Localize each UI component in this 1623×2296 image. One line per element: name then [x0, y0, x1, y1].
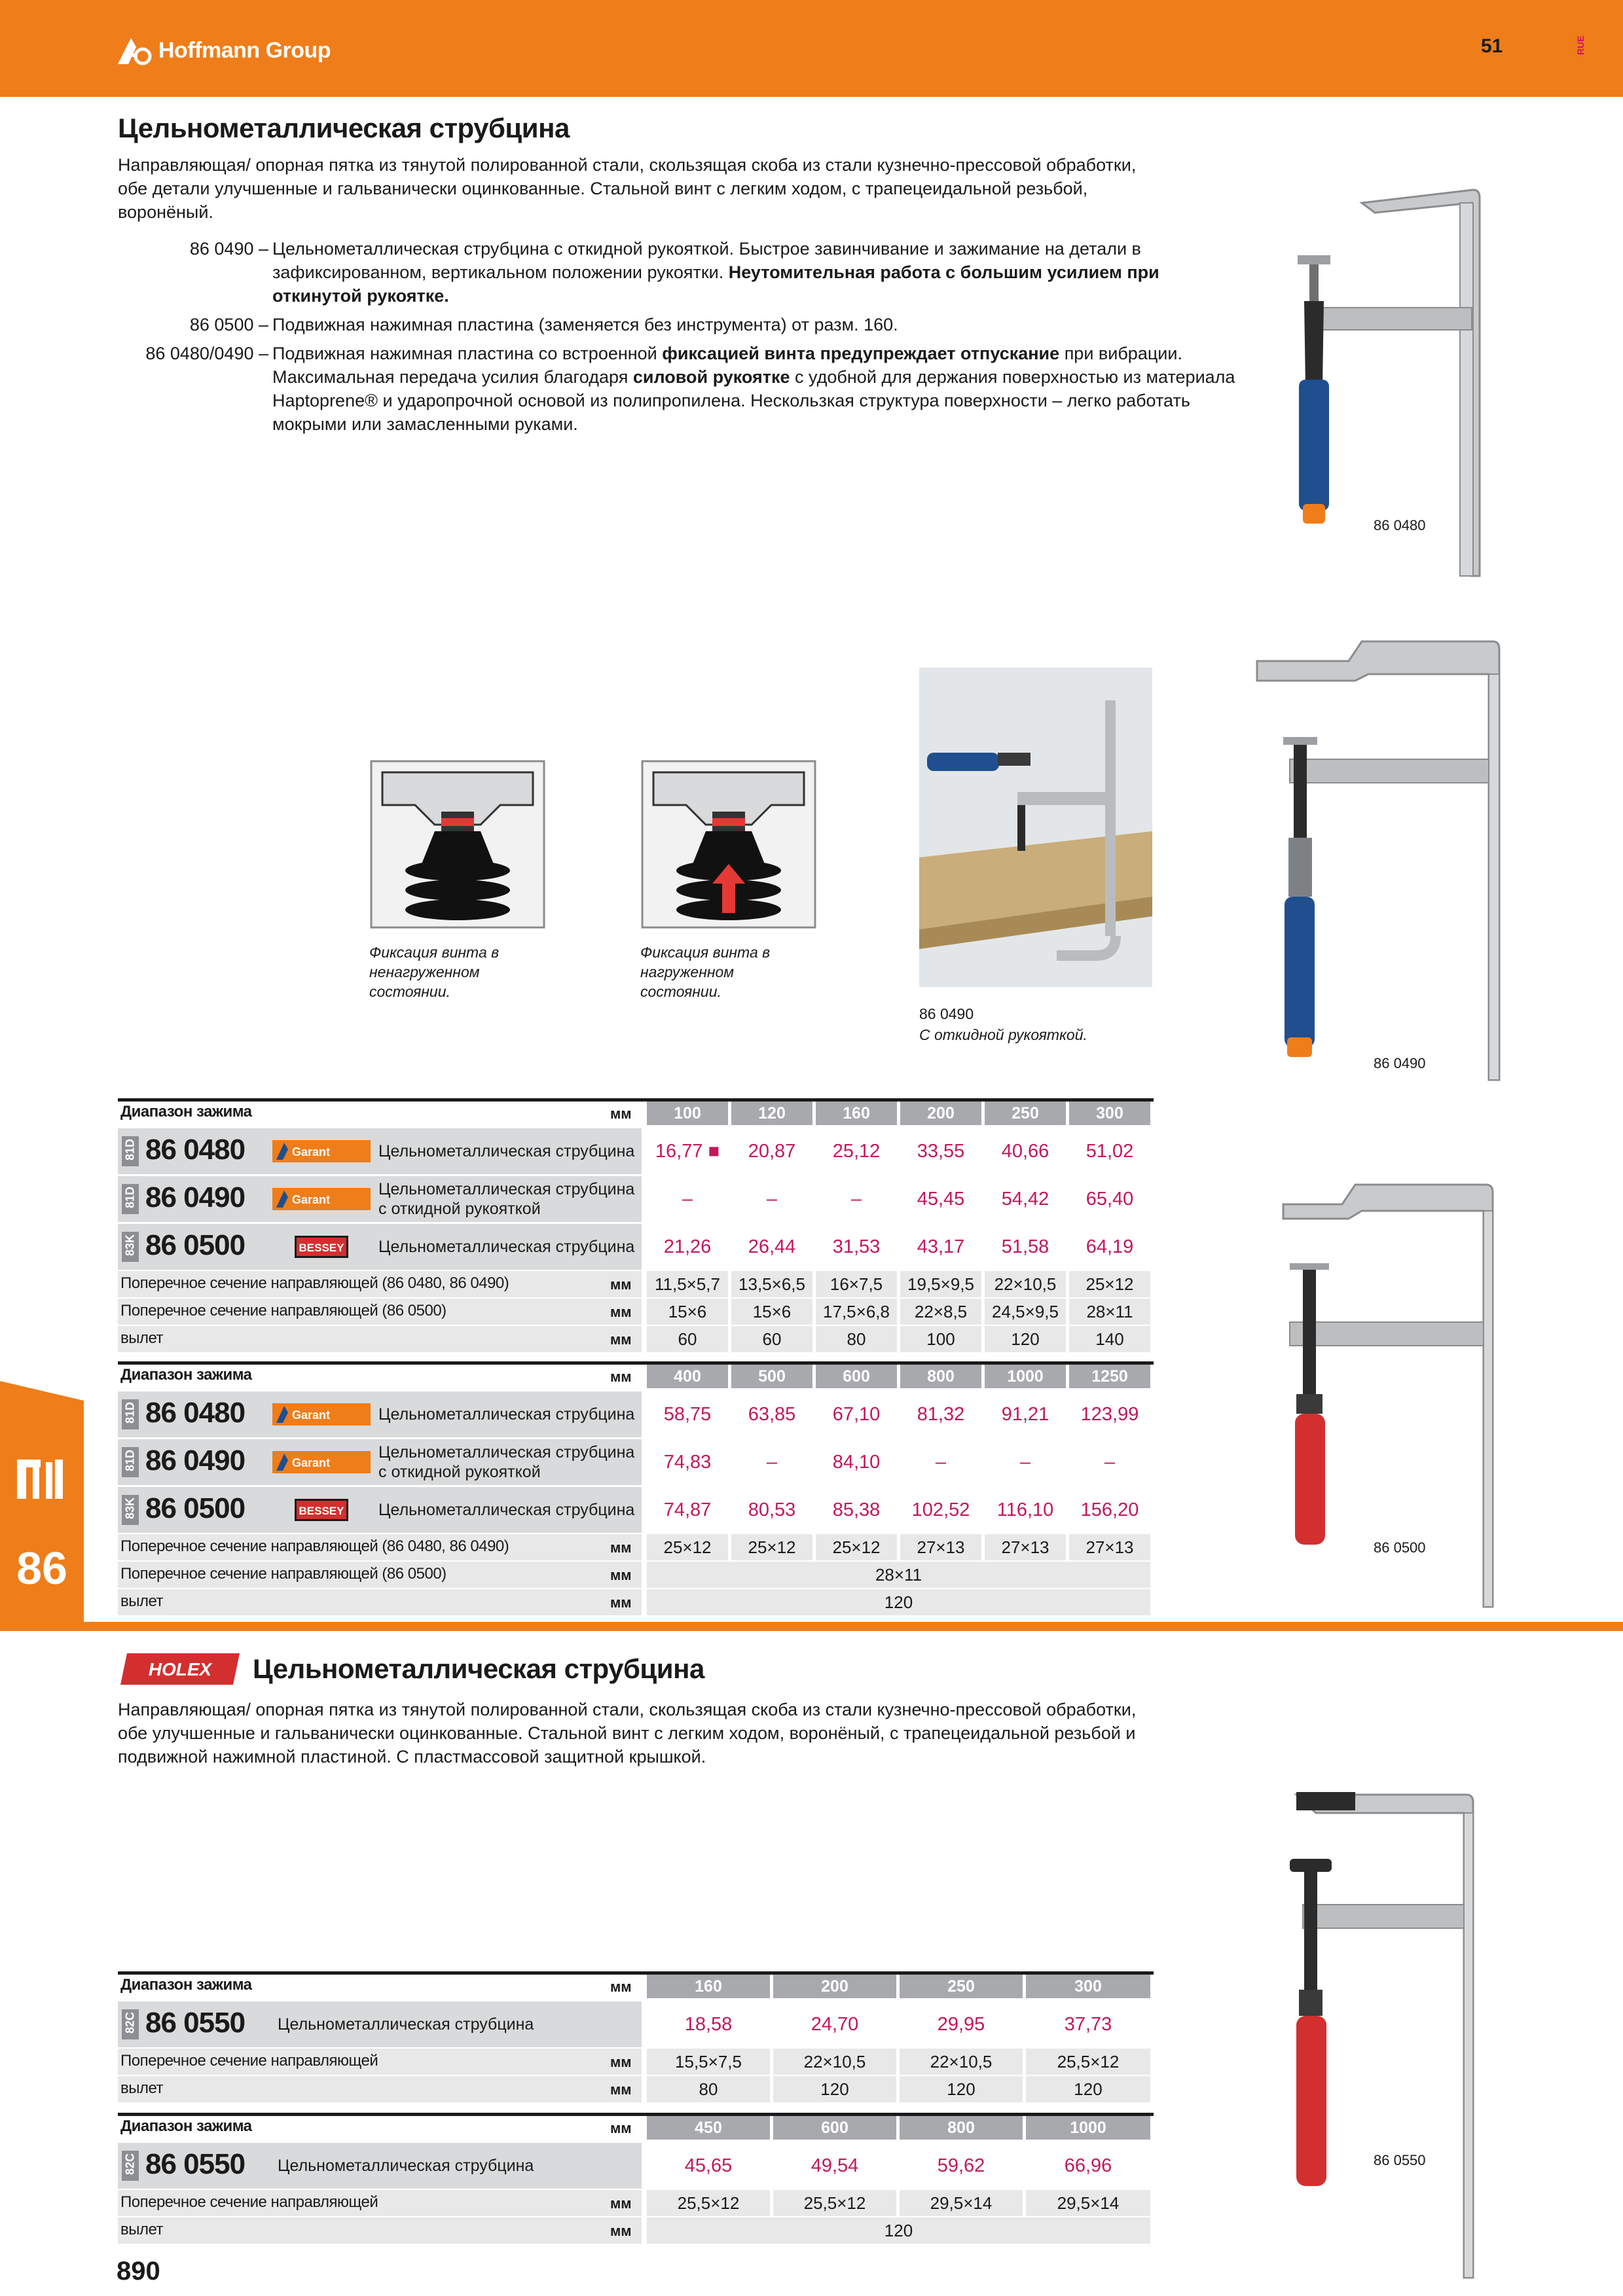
holex-logo-icon	[118, 1649, 242, 1689]
price-cell: 156,20	[1080, 1499, 1139, 1520]
price-cell: 64,19	[1085, 1236, 1134, 1257]
product-row-860500[interactable]	[118, 1485, 1154, 1533]
price-table-3	[118, 1971, 1154, 2102]
price-cell: 51,58	[1001, 1236, 1049, 1257]
size-header: 450	[647, 2116, 770, 2140]
size-header: 400	[647, 1365, 728, 1388]
price-cell: 18,58	[684, 2014, 733, 2035]
table-header-row	[118, 1361, 1154, 1390]
price-cell: 16,77 ■	[655, 1141, 720, 1162]
size-header: 300	[1069, 1102, 1150, 1125]
price-cell: –	[1019, 1452, 1031, 1473]
product-name: Цельнометаллическая струбцина	[378, 1142, 635, 1160]
svg-text:Garant: Garant	[292, 1408, 331, 1422]
product-prefix: 81D	[122, 1447, 139, 1477]
price-cell: 74,83	[663, 1452, 712, 1473]
product-code[interactable]: 86 0550	[145, 2148, 246, 2180]
product-prefix: 82C	[122, 2151, 139, 2181]
size-header: 160	[647, 1975, 770, 1998]
price-cell: 43,17	[917, 1236, 965, 1257]
price-cell: –	[682, 1189, 693, 1210]
header-label: Диапазон зажима	[120, 2117, 252, 2135]
price-cell: 21,26	[663, 1236, 712, 1257]
header-label: Диапазон зажима	[120, 1366, 252, 1384]
product-prefix: 81D	[122, 1136, 139, 1166]
note-text: Подвижная нажимная пластина (заменяется без инструмента) от разм. 160.	[272, 315, 898, 334]
price-cell: 63,85	[748, 1404, 796, 1425]
note-860500	[118, 313, 1250, 339]
product-name: Цельнометаллическая струбцина	[278, 2015, 534, 2034]
product-name: Цельнометаллическая струбцина	[378, 1501, 635, 1519]
size-header: 1250	[1069, 1365, 1150, 1388]
product-code[interactable]: 86 0480	[145, 1134, 246, 1166]
product-name: Цельнометаллическая струбцина	[278, 2157, 534, 2175]
price-cell: 123,99	[1080, 1404, 1139, 1425]
note-860490	[118, 237, 1250, 309]
section2-description: Направляющая/ опорная пятка из тянутой полированной стали, скользящая скоба из стали кузнечно-прессовой обработки, обе улучшенные и гальванически оцинкованные. Стальной винт с легким ходом, воронёный, с трапецеидальной резьбой и подвижной нажимной пластиной. С пластмассовой защитной крышкой.	[118, 1700, 1137, 1767]
hoffmann-logo-icon	[117, 34, 155, 67]
product-prefix: 82C	[122, 2009, 139, 2039]
clamp-in-use-photo	[919, 668, 1152, 987]
image-label-860550: 86 0550	[1374, 2152, 1426, 2168]
product-name: Цельнометаллическая струбцина	[378, 1405, 635, 1424]
price-cell: 74,87	[663, 1499, 712, 1520]
garant-logo-icon	[272, 1451, 371, 1473]
price-cell: 66,96	[1064, 2155, 1112, 2176]
price-cell: –	[766, 1452, 778, 1473]
size-header: 600	[816, 1365, 897, 1388]
price-cell: 37,73	[1064, 2014, 1112, 2035]
chapter-side-tab	[0, 1381, 84, 1623]
note-860480-0490	[118, 342, 1250, 440]
price-cell: –	[850, 1189, 862, 1210]
price-cell: 40,66	[1001, 1141, 1049, 1162]
price-cell: 116,10	[996, 1499, 1054, 1520]
clamp-860490-image	[1250, 628, 1506, 1086]
product-name: Цельнометаллическая струбцина с откидной рукояткой	[378, 1180, 635, 1218]
price-cell: 20,87	[748, 1141, 796, 1162]
size-header: 160	[816, 1102, 897, 1125]
product-code[interactable]: 86 0490	[145, 1444, 246, 1477]
price-cell: 54,42	[1001, 1189, 1049, 1210]
chapter-number: 86	[16, 1543, 67, 1594]
price-cell: 91,21	[1001, 1404, 1049, 1425]
spec-row: Поперечное сечение направляющей мм 15,5×7,5 22×10,5 22×10,5 25,5×12	[118, 2047, 1154, 2075]
price-cell: 59,62	[937, 2155, 985, 2176]
table-header-row	[118, 1098, 1154, 1126]
spec-row: Поперечное сечение направляющей (86 0480, 86 0490) мм 11,5×5,7 13,5×6,5 16×7,5 19,5×9,5 22×10,5 25×12	[118, 1270, 1154, 1297]
brand-logo	[117, 34, 331, 67]
page-number-top: 51	[1481, 35, 1503, 57]
product-prefix: 83K	[122, 1495, 139, 1525]
price-cell: 29,95	[937, 2014, 985, 2035]
price-cell: –	[766, 1189, 778, 1210]
note-text: Подвижная нажимная пластина со встроенной фиксацией винта предупреждает отпускание при вибрации. Максимальная передача усилия благодаря силовой рукоятке с удобной для держания поверхностью из материала Haptoprene® и ударопрочной основой из полипропилена. Нескользкая структура поверхности – легко работать мокрыми или замасленными руками.	[272, 344, 1235, 434]
clamp-860550-image	[1277, 1787, 1486, 2284]
product-row-860480[interactable]	[118, 1126, 1154, 1174]
product-name: Цельнометаллическая струбцина с откидной рукояткой	[378, 1443, 635, 1481]
image-label-860480: 86 0480	[1374, 517, 1426, 533]
size-header: 250	[985, 1102, 1066, 1125]
svg-text:BESSEY: BESSEY	[299, 1505, 344, 1517]
caption-fix-unloaded: Фиксация винта в ненагруженном состоянии.	[369, 944, 500, 1000]
unit-label: мм	[610, 2120, 632, 2136]
image-label-860500: 86 0500	[1374, 1539, 1426, 1556]
section1-description: Направляющая/ опорная пятка из тянутой полированной стали, скользящая скоба из стали кузнечно-прессовой обработки, обе детали улучшенные и гальванически оцинкованные. Стальной винт с легким ходом, с трапецеидальной резьбой, воронёный.	[118, 155, 1137, 222]
garant-logo-icon	[272, 1188, 371, 1210]
screw-fix-unloaded-diagram	[369, 759, 546, 929]
price-cell: 31,53	[832, 1236, 881, 1257]
spec-row: Поперечное сечение направляющей (86 0500) мм 28×11	[118, 1560, 1154, 1588]
language-code: RUE	[1575, 35, 1586, 55]
svg-text:BESSEY: BESSEY	[299, 1242, 344, 1254]
price-cell: 33,55	[917, 1141, 965, 1162]
size-header: 600	[773, 2116, 896, 2140]
size-header: 120	[731, 1102, 812, 1125]
brand-name: Hoffmann Group	[158, 37, 331, 63]
price-table-4	[118, 2113, 1154, 2244]
product-name: Цельнометаллическая струбцина	[378, 1238, 635, 1256]
bessey-logo-icon	[295, 1236, 348, 1258]
product-code[interactable]: 86 0480	[145, 1397, 246, 1429]
unit-label: мм	[610, 1979, 632, 1995]
price-cell: –	[935, 1452, 947, 1473]
spec-row: Поперечное сечение направляющей (86 0500) мм 15×6 15×6 17,5×6,8 22×8,5 24,5×9,5 28×11	[118, 1297, 1154, 1325]
product-row-860480[interactable]	[118, 1390, 1154, 1437]
note-code: 86 0490 –	[189, 239, 268, 259]
size-header: 250	[900, 1975, 1023, 1998]
image-label-860490: 86 0490	[1374, 1055, 1426, 1071]
product-row-860550[interactable]	[118, 2141, 1154, 2189]
product-prefix: 83K	[122, 1232, 139, 1262]
price-cell: 26,44	[748, 1236, 796, 1257]
screw-fix-loaded-diagram	[640, 759, 817, 929]
price-cell: 51,02	[1085, 1141, 1134, 1162]
price-cell: –	[1104, 1452, 1116, 1473]
section2-title: Цельнометаллическая струбцина	[253, 1653, 704, 1684]
price-cell: 102,52	[911, 1499, 970, 1520]
size-header: 500	[731, 1365, 812, 1388]
note-code: 86 0480/0490 –	[145, 344, 268, 363]
note-text: Цельнометаллическая струбцина с откидной рукояткой. Быстрое завинчивание и зажимание на детали в зафиксированном, вертикальном положении рукоятки. Неутомительная работа с большим усилием при откинутой рукоятке.	[272, 239, 1159, 306]
price-cell: 80,53	[748, 1499, 796, 1520]
price-cell: 81,32	[917, 1404, 965, 1425]
header-label: Диапазон зажима	[120, 1103, 252, 1121]
product-row-860550[interactable]	[118, 2000, 1154, 2047]
garant-logo-icon	[272, 1403, 371, 1426]
section1-title: Цельнометаллическая струбцина	[118, 113, 570, 143]
price-cell: 67,10	[832, 1404, 881, 1425]
size-header: 200	[900, 1102, 981, 1125]
spec-row: вылет мм 120	[118, 1588, 1154, 1615]
svg-text:HOLEX: HOLEX	[148, 1659, 212, 1679]
price-cell: 24,70	[811, 2014, 859, 2035]
size-header: 300	[1026, 1975, 1150, 1998]
spec-row: Поперечное сечение направляющей (86 0480, 86 0490) мм 25×12 25×12 25×12 27×13 27×13 27×13	[118, 1533, 1154, 1560]
size-header: 1000	[1026, 2116, 1150, 2140]
product-code[interactable]: 86 0500	[145, 1229, 246, 1261]
price-cell: 65,40	[1085, 1189, 1134, 1210]
product-prefix: 81D	[122, 1399, 139, 1429]
product-row-860490[interactable]	[118, 1174, 1154, 1222]
size-header: 800	[900, 1365, 981, 1388]
price-cell: 45,65	[684, 2155, 733, 2176]
product-code[interactable]: 86 0500	[145, 1492, 246, 1524]
spec-row: вылет мм 60 60 80 100 120 140	[118, 1325, 1154, 1352]
price-cell: 84,10	[832, 1452, 881, 1473]
section-divider	[0, 1622, 1623, 1631]
table-header-row	[118, 2113, 1154, 2141]
size-header: 1000	[985, 1365, 1066, 1388]
size-header: 800	[900, 2116, 1023, 2140]
product-row-860490[interactable]	[118, 1437, 1154, 1485]
price-cell: 49,54	[811, 2155, 859, 2176]
price-cell: 25,12	[832, 1141, 881, 1162]
garant-logo-icon	[272, 1140, 371, 1162]
header-label: Диапазон зажима	[120, 1976, 252, 1994]
product-code[interactable]: 86 0490	[145, 1181, 246, 1213]
price-cell: 58,75	[663, 1404, 712, 1425]
price-table-1	[118, 1098, 1154, 1352]
unit-label: мм	[610, 1105, 632, 1122]
price-cell: 45,45	[917, 1189, 965, 1210]
spec-row: вылет мм 120	[118, 2216, 1154, 2244]
size-header: 100	[647, 1102, 728, 1125]
note-code: 86 0500 –	[189, 315, 268, 334]
photo-caption-text: С откидной рукояткой.	[919, 1026, 1087, 1043]
product-prefix: 81D	[122, 1184, 139, 1214]
table-header-row	[118, 1971, 1154, 2000]
price-cell: 85,38	[832, 1499, 881, 1520]
size-header: 200	[773, 1975, 896, 1998]
product-row-860500[interactable]	[118, 1222, 1154, 1270]
svg-text:Garant: Garant	[292, 1456, 331, 1469]
photo-caption-code: 86 0490	[919, 1005, 974, 1022]
page-number-bottom: 890	[117, 2257, 160, 2286]
caption-fix-loaded: Фиксация винта в нагруженном состоянии.	[640, 944, 771, 1000]
unit-label: мм	[610, 1369, 632, 1385]
svg-text:Garant: Garant	[292, 1145, 331, 1158]
spec-row: вылет мм 80 120 120 120	[118, 2075, 1154, 2102]
svg-text:Garant: Garant	[292, 1193, 331, 1206]
product-code[interactable]: 86 0550	[145, 2007, 246, 2039]
bessey-logo-icon	[295, 1499, 348, 1521]
spec-row: Поперечное сечение направляющей мм 25,5×12 25,5×12 29,5×14 29,5×14	[118, 2189, 1154, 2216]
price-table-2	[118, 1361, 1154, 1615]
